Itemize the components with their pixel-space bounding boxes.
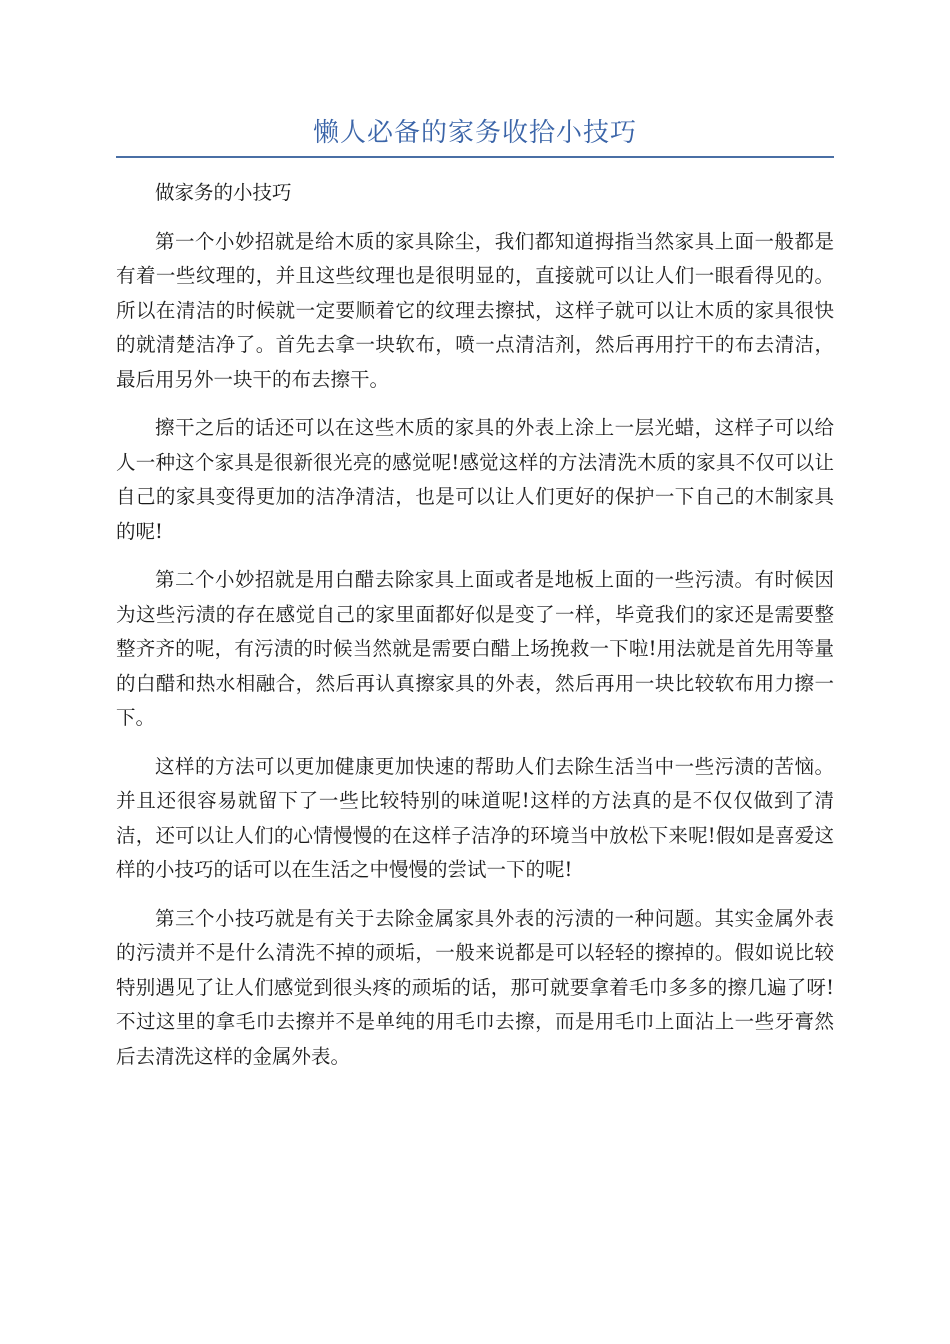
paragraph-5: 第三个小技巧就是有关于去除金属家具外表的污渍的一种问题。其实金属外表的污渍并不是什么清洗不掉的顽垢，一般来说都是可以轻轻的擦掉的。假如说比较特别遇见了让人们感觉到很头疼的顽垢的话，那可就要拿着毛巾多多的擦几遍了呀!不过这里的拿毛巾去擦并不是单纯的用毛巾去擦，而是用毛巾上面沾上一些牙膏然后去清洗这样的金属外表。 bbox=[116, 906, 834, 1068]
paragraph-2: 擦干之后的话还可以在这些木质的家具的外表上涂上一层光蜡，这样子可以给人一种这个家具是很新很光亮的感觉呢!感觉这样的方法清洗木质的家具不仅可以让自己的家具变得更加的洁净清洁，也是可以让人们更好的保护一下自己的木制家具的呢! bbox=[116, 416, 834, 543]
title-block bbox=[116, 112, 834, 158]
paragraph-4: 这样的方法可以更加健康更加快速的帮助人们去除生活当中一些污渍的苦恼。并且还很容易就留下了一些比较特别的味道呢!这样的方法真的是不仅仅做到了清洁，还可以让人们的心情慢慢的在这样子洁净的环境当中放松下来呢!假如是喜爱这样的小技巧的话可以在生活之中慢慢的尝试一下的呢! bbox=[116, 754, 834, 881]
paragraph-1: 第一个小妙招就是给木质的家具除尘，我们都知道拇指当然家具上面一般都是有着一些纹理的，并且这些纹理也是很明显的，直接就可以让人们一眼看得见的。所以在清洁的时候就一定要顺着它的纹理去擦拭，这样子就可以让木质的家具很快的就清楚洁净了。首先去拿一块软布，喷一点清洁剂，然后再用拧干的布去清洁，最后用另外一块干的布去擦干。 bbox=[116, 229, 834, 391]
paragraph-3: 第二个小妙招就是用白醋去除家具上面或者是地板上面的一些污渍。有时候因为这些污渍的存在感觉自己的家里面都好似是变了一样，毕竟我们的家还是需要整整齐齐的呢，有污渍的时候当然就是需要白醋上场挽救一下啦!用法就是首先用等量的白醋和热水相融合，然后再认真擦家具的外表，然后再用一块比较软布用力擦一下。 bbox=[116, 568, 834, 729]
page-title: 懒人必备的家务收拾小技巧 bbox=[312, 118, 637, 148]
subheading: 做家务的小技巧 bbox=[155, 181, 292, 204]
document-body bbox=[116, 176, 834, 1088]
